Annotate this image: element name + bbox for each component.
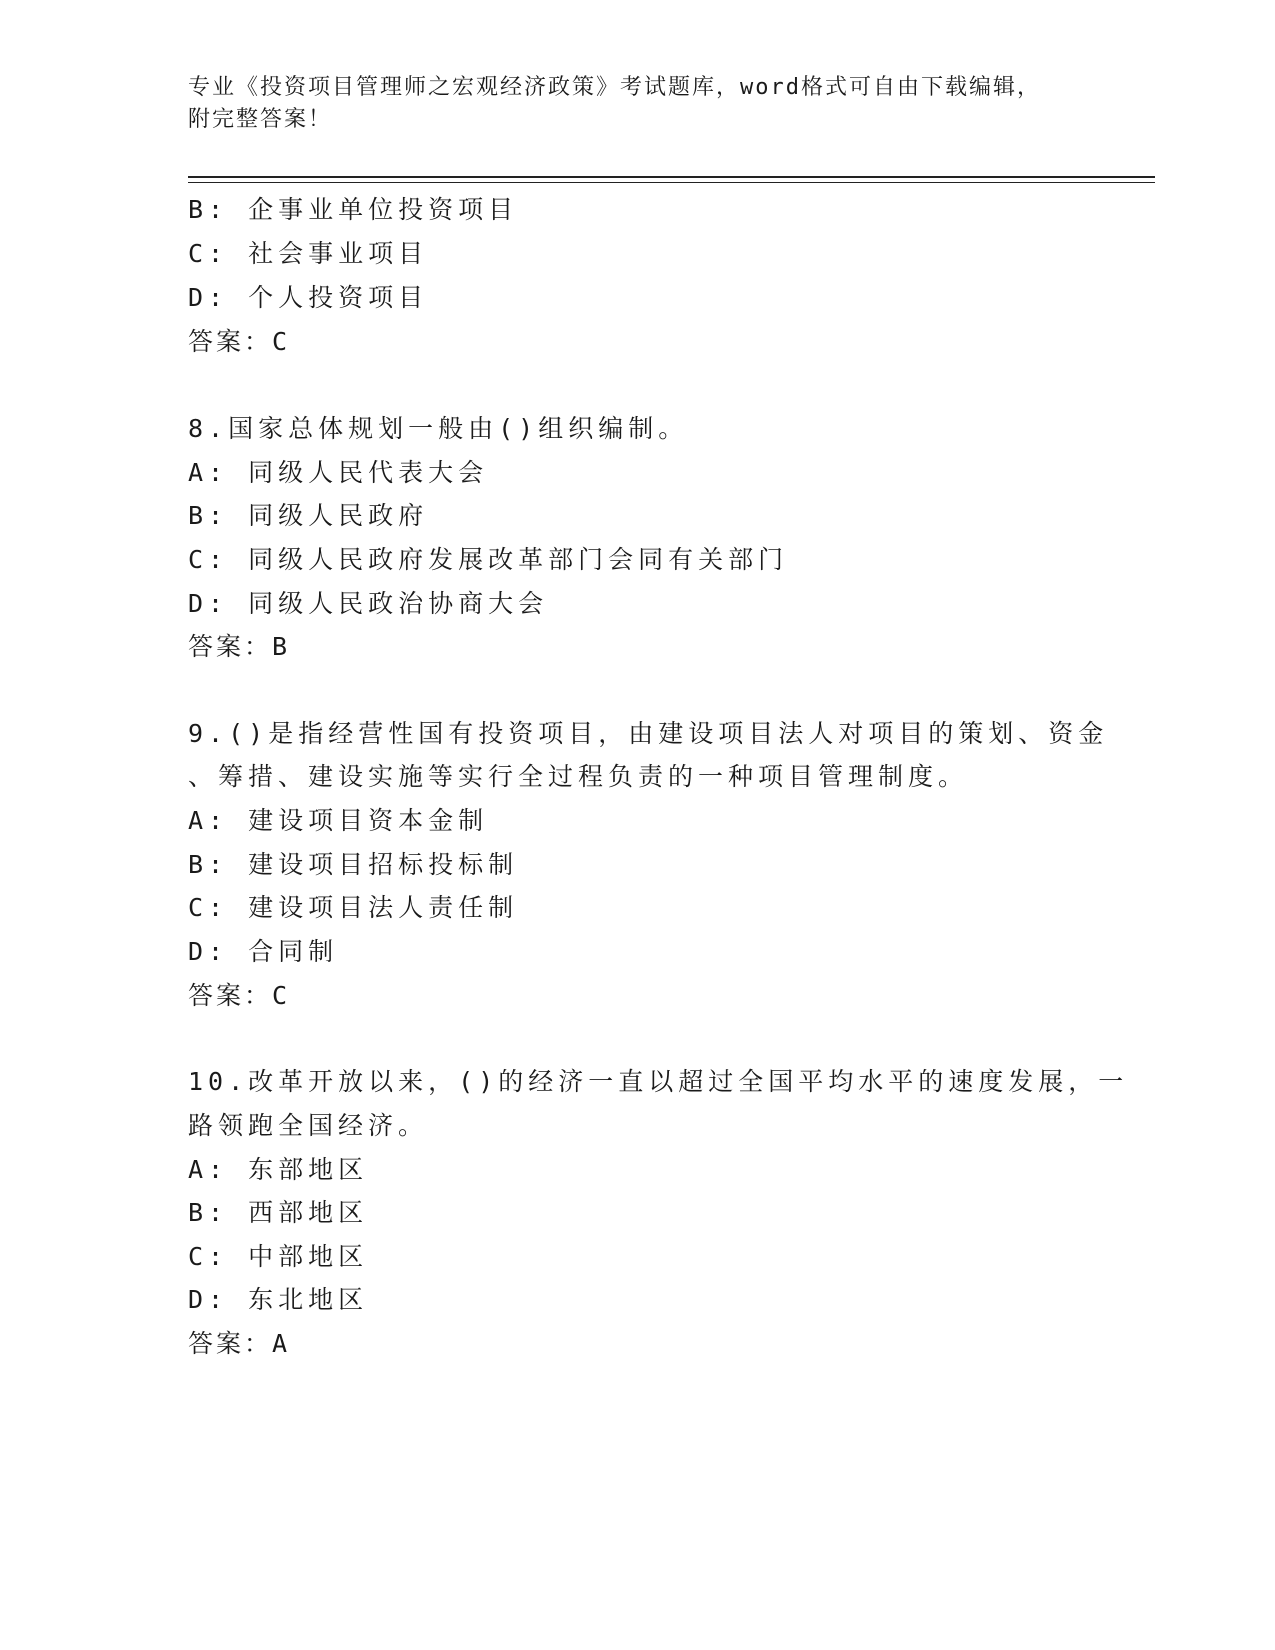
- header-divider-thick: [188, 176, 1155, 178]
- q10-option-d: D: 东北地区: [188, 1285, 369, 1314]
- q10-answer-label: 答案：: [188, 1329, 273, 1358]
- q7-option-d: D: 个人投资项目: [188, 283, 429, 312]
- q8-option-b: B: 同级人民政府: [188, 501, 429, 530]
- q9-question-line-2: 、筹措、建设实施等实行全过程负责的一种项目管理制度。: [188, 762, 969, 791]
- q10-option-b: B: 西部地区: [188, 1198, 369, 1227]
- q8-answer-label: 答案：: [188, 632, 273, 661]
- q9-question-line-1: 9.()是指经营性国有投资项目，由建设项目法人对项目的策划、资金: [188, 719, 1109, 748]
- q8-option-c: C: 同级人民政府发展改革部门会同有关部门: [188, 545, 789, 574]
- q9-answer-value: C: [272, 981, 290, 1010]
- q9-option-c: C: 建设项目法人责任制: [188, 893, 519, 922]
- q10-answer: [188, 1328, 289, 1360]
- q7-answer-label: 答案：: [188, 327, 273, 356]
- q9-answer-label: 答案：: [188, 981, 273, 1010]
- q10-answer-value: A: [272, 1329, 290, 1358]
- q8-answer: [188, 631, 289, 663]
- q10-option-a: A: 东部地区: [188, 1155, 369, 1184]
- q7-answer-value: C: [272, 327, 290, 356]
- q8-option-d: D: 同级人民政治协商大会: [188, 589, 549, 618]
- q7-option-b: B: 企事业单位投资项目: [188, 195, 519, 224]
- q9-answer: [188, 980, 289, 1012]
- q9-option-d: D: 合同制: [188, 937, 339, 966]
- header-divider-thin: [188, 182, 1155, 183]
- header-line-2: 附完整答案！: [188, 107, 333, 132]
- q10-question-line-2: 路领跑全国经济。: [188, 1111, 429, 1140]
- q7-answer: [188, 326, 289, 358]
- q7-option-c: C: 社会事业项目: [188, 239, 429, 268]
- q8-option-a: A: 同级人民代表大会: [188, 458, 489, 487]
- q10-question-line-1: 10.改革开放以来，()的经济一直以超过全国平均水平的速度发展，一: [188, 1067, 1129, 1096]
- q9-option-b: B: 建设项目招标投标制: [188, 850, 519, 879]
- q8-answer-value: B: [272, 632, 290, 661]
- header-line-1: 专业《投资项目管理师之宏观经济政策》考试题库，word格式可自由下载编辑，: [188, 75, 1041, 100]
- q8-question: 8.国家总体规划一般由()组织编制。: [188, 414, 689, 443]
- document-header: [188, 72, 1088, 136]
- q10-option-c: C: 中部地区: [188, 1242, 369, 1271]
- q9-option-a: A: 建设项目资本金制: [188, 806, 489, 835]
